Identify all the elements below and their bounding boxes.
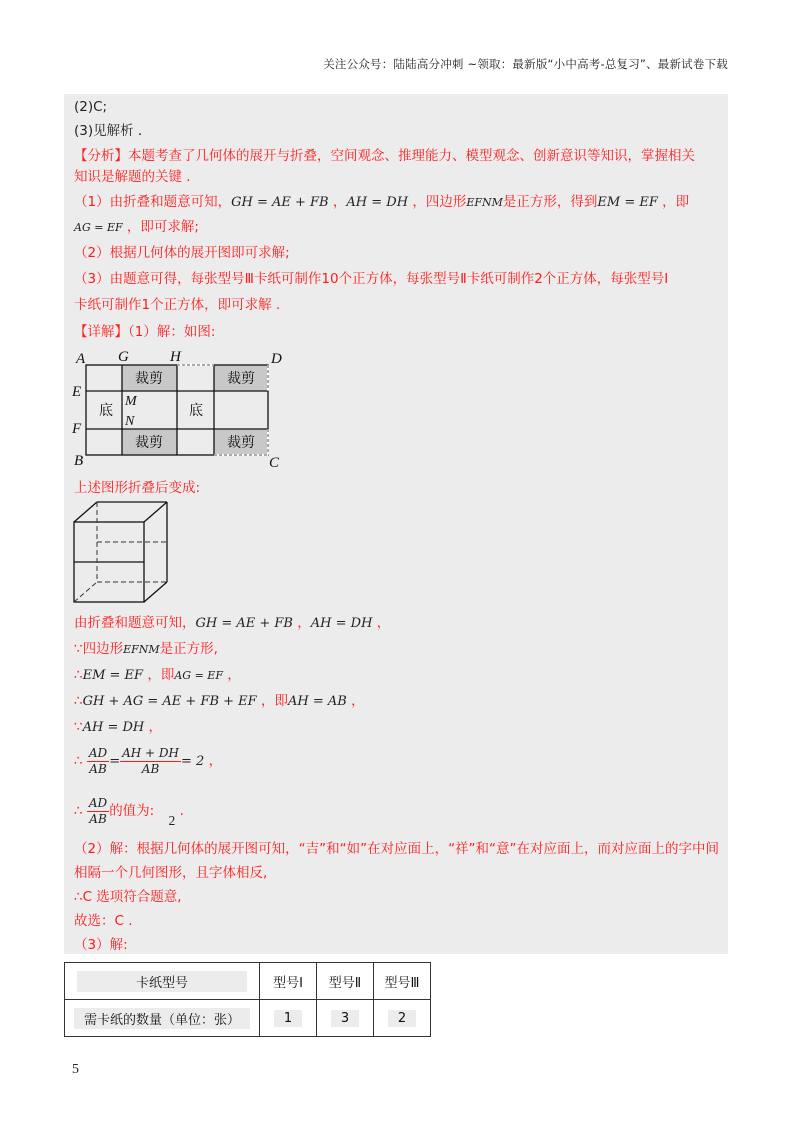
base-label: 底 xyxy=(189,403,203,419)
fraction xyxy=(120,746,181,777)
text: ，即 xyxy=(256,693,288,709)
detail-tag: 【详解】 xyxy=(74,324,128,340)
label-B: B xyxy=(74,453,84,469)
analysis-tag: 【分析】 xyxy=(74,148,128,164)
label-D: D xyxy=(271,351,282,367)
label-M: M xyxy=(125,394,137,409)
numerator: AH + DH xyxy=(122,745,179,760)
label-H: H xyxy=(170,349,181,365)
label-E: E xyxy=(72,384,82,400)
cut-label: 裁剪 xyxy=(227,435,255,451)
header-label: 型号Ⅰ xyxy=(273,975,303,991)
math: EFNM xyxy=(123,643,160,656)
text: 是正方形，得到 xyxy=(502,194,598,210)
text: ， xyxy=(144,719,163,735)
text: 是正方形, xyxy=(159,641,218,657)
math: = xyxy=(109,754,121,769)
part2-line-2: 相隔一个几何图形，且字体相反, xyxy=(74,865,268,881)
text: （1）由折叠和题意可知， xyxy=(74,194,232,210)
solution-line-5 xyxy=(74,718,162,737)
text: . xyxy=(175,803,184,819)
page-number: 5 xyxy=(72,1062,79,1077)
cut-label: 裁剪 xyxy=(135,371,163,387)
row-label: 需卡纸的数量（单位：张） xyxy=(74,1008,250,1029)
hidden-edge xyxy=(74,582,97,602)
text: ∴ xyxy=(74,753,83,769)
card-table xyxy=(64,962,431,1037)
part2-line-3: ∴C 选项符合题意, xyxy=(74,889,182,905)
cut-label: 裁剪 xyxy=(227,371,255,387)
table-cell xyxy=(260,1000,317,1037)
part3-line-1: （3）解: xyxy=(74,937,128,953)
numerator: AD xyxy=(88,795,108,810)
label-G: G xyxy=(118,349,129,365)
table-cell xyxy=(374,1000,431,1037)
label-A: A xyxy=(76,351,86,367)
text: ∴ xyxy=(74,693,83,709)
cell-value: 3 xyxy=(331,1010,359,1027)
math: EM = EF xyxy=(597,195,658,210)
text: 由折叠和题意可知， xyxy=(74,615,196,631)
text: ， xyxy=(204,753,223,769)
math: EFNM xyxy=(466,196,503,209)
numerator: AD xyxy=(88,745,108,760)
box-figure xyxy=(66,498,176,610)
text: ，四边形 xyxy=(408,194,467,210)
text: 的值为: xyxy=(109,803,155,819)
label-F: F xyxy=(72,421,82,437)
text: ， xyxy=(372,615,391,631)
base-label: 底 xyxy=(99,403,113,419)
header-label: 卡纸型号 xyxy=(77,971,247,992)
math: AH = DH xyxy=(346,195,409,210)
cell-value: 1 xyxy=(274,1010,302,1027)
header-label: 型号Ⅲ xyxy=(384,975,420,991)
math: EM = EF xyxy=(82,668,144,683)
denominator: AB xyxy=(141,761,160,776)
math: GH = AE + FB xyxy=(195,616,293,631)
table-row xyxy=(65,1000,431,1037)
analysis-text: 本题考查了几何体的展开与折叠，空间观念、推理能力、模型观念、创新意识等知识，掌握相关 xyxy=(128,148,695,164)
fraction xyxy=(87,746,109,777)
header-label: 型号Ⅱ xyxy=(328,975,362,991)
answer-2: (2)C; xyxy=(74,99,108,115)
text: ， xyxy=(328,194,347,210)
analysis-p1-line1 xyxy=(74,193,689,212)
answer-3: (3)见解析 . xyxy=(74,123,143,139)
text: ∵四边形 xyxy=(74,641,124,657)
box-edge xyxy=(144,502,167,522)
math: GH + AG = AE + FB + EF xyxy=(82,694,257,709)
math: AH = DH xyxy=(82,720,145,735)
math: AH = DH xyxy=(310,616,373,631)
table-cell xyxy=(374,963,431,1000)
analysis-p3-line2: 卡纸可制作1个正方体，即可求解 . xyxy=(74,297,281,313)
analysis-p2: （2）根据几何体的展开图即可求解; xyxy=(74,245,290,261)
net-figure xyxy=(64,345,294,475)
cell-value: 2 xyxy=(388,1010,416,1027)
text: ∴ xyxy=(74,667,83,683)
solution-line-3 xyxy=(74,666,241,685)
math: = 2 xyxy=(181,754,205,769)
solution-line-7 xyxy=(74,794,184,828)
denominator: AB xyxy=(89,811,107,826)
part2-line-4: 故选：C . xyxy=(74,913,133,929)
solution-line-4 xyxy=(74,692,365,711)
box-edge xyxy=(144,582,167,602)
cut-label: 裁剪 xyxy=(135,435,163,451)
math: AG = EF xyxy=(74,221,123,234)
table-cell xyxy=(65,1000,260,1037)
solution-line-1 xyxy=(74,614,390,633)
math: AH = AB xyxy=(287,694,347,709)
table-row xyxy=(65,963,431,1000)
analysis-p3-line1: （3）由题意可得，每张型号Ⅲ卡纸可制作10个正方体，每张型号Ⅱ卡纸可制作2个正方体，每张型号Ⅰ xyxy=(74,271,669,287)
text: ∴ xyxy=(74,803,83,819)
math: GH = AE + FB xyxy=(231,195,329,210)
table-cell xyxy=(317,963,374,1000)
table-cell xyxy=(65,963,260,1000)
label-C: C xyxy=(269,455,280,471)
math: AG = EF xyxy=(174,669,223,682)
analysis-line-2: 知识是解题的关键 . xyxy=(74,169,191,185)
analysis-line-1 xyxy=(74,147,695,165)
fold-line: 上述图形折叠后变成: xyxy=(74,480,201,496)
text: ， xyxy=(346,693,365,709)
analysis-p1-line2 xyxy=(74,218,199,237)
text: ， xyxy=(222,667,241,683)
solution-line-2 xyxy=(74,640,218,659)
denominator: AB xyxy=(89,761,107,776)
solution-line-6 xyxy=(74,744,222,779)
page-header: 关注公众号：陆陆高分冲刺 ~领取：最新版“小中高考-总复习”、最新试卷下载 xyxy=(323,57,728,71)
text: ，即 xyxy=(657,194,690,210)
table-cell xyxy=(260,963,317,1000)
text: （1）解：如图: xyxy=(128,324,216,340)
math: 2 xyxy=(168,813,176,828)
box-edge xyxy=(74,502,97,522)
text: ，即 xyxy=(143,667,175,683)
text: ， xyxy=(293,615,311,631)
table-cell xyxy=(317,1000,374,1037)
part2-line-1: （2）解：根据几何体的展开图可知，“吉”和“如”在对应面上，“祥”和“意”在对应面上，而对应面上的字中间 xyxy=(74,841,720,857)
fraction xyxy=(87,796,109,827)
label-N: N xyxy=(125,414,135,429)
text: ∵ xyxy=(74,719,83,735)
detail-line xyxy=(74,323,215,341)
text: ，即可求解; xyxy=(122,219,199,235)
